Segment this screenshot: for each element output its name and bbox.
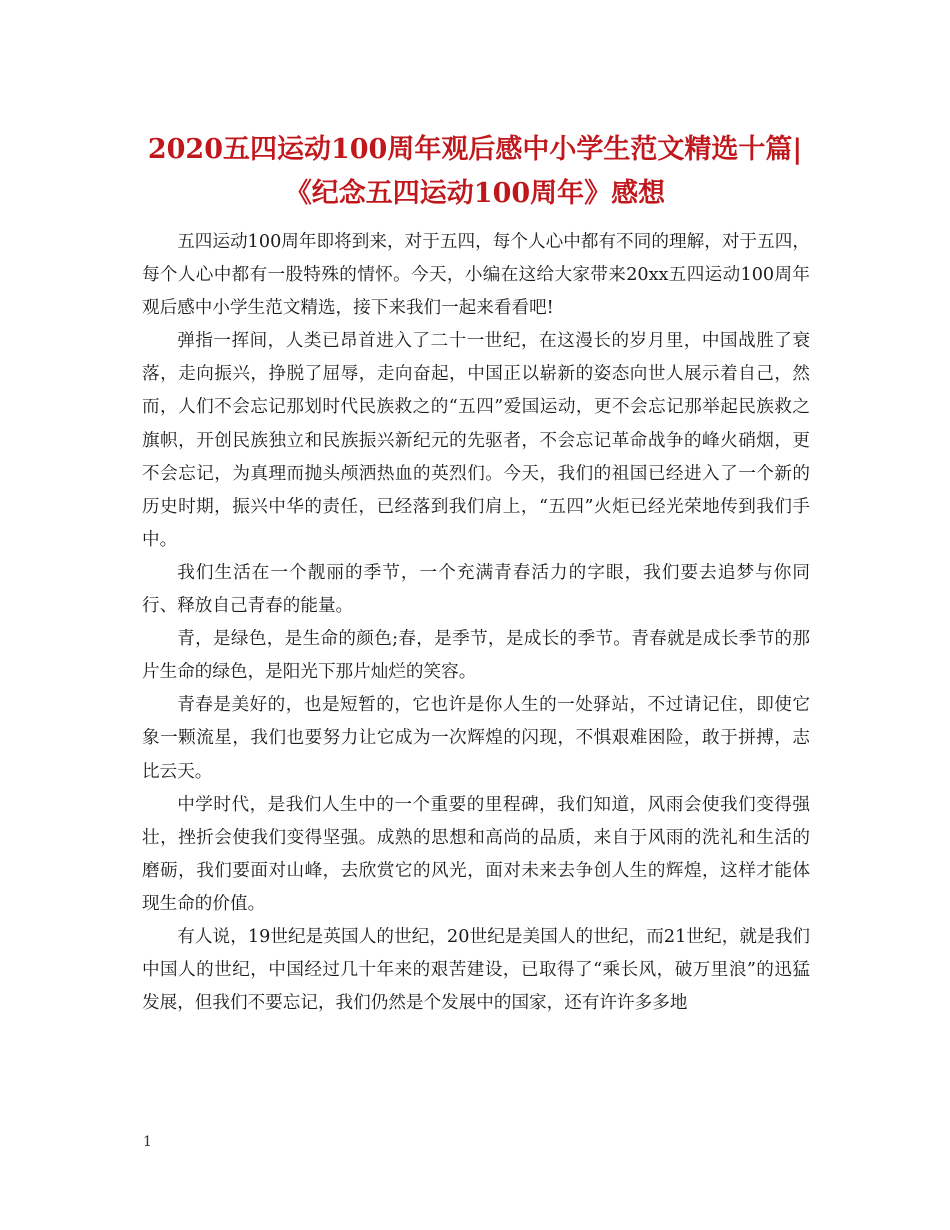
paragraph: 青，是绿色，是生命的颜色;春，是季节，是成长的季节。青春就是成长季节的那片生命的绿色，是阳光下那片灿烂的笑容。 (142, 629, 810, 683)
paragraph: 弹指一挥间，人类已昂首进入了二十一世纪，在这漫长的岁月里，中国战胜了衰落，走向振兴，挣脱了屈辱，走向奋起，中国正以崭新的姿态向世人展示着自己，然而，人们不会忘记那划时代民族救之的“五四”爱国运动，更不会忘记那举起民族救之旗帜，开创民族独立和民族振兴新纪元的先驱者，不会忘记革命战争的峰火硝烟，更不会忘记，为真理而抛头颅洒热血的英烈们。今天，我们的祖国已经进入了一个新的历史时期，振兴中华的责任，已经落到我们肩上，“五四”火炬已经光荣地传到我们手中。 (142, 331, 810, 550)
paragraph: 我们生活在一个靓丽的季节，一个充满青春活力的字眼，我们要去追梦与你同行、释放自己青春的能量。 (142, 562, 810, 617)
title-line-1: 2020五四运动100周年观后感中小学生范文精选十篇| (147, 134, 803, 165)
paragraph: 五四运动100周年即将到来，对于五四，每个人心中都有不同的理解，对于五四，每个人心中都有一股特殊的情怀。今天，小编在这给大家带来20xx五四运动100周年观后感中小学生范文精选，接下来我们一起来看看吧! (142, 232, 810, 319)
paragraph: 青春是美好的，也是短暂的，它也许是你人生的一处驿站，不过请记住，即使它象一颗流星，我们也要努力让它成为一次辉煌的闪现，不惧艰难困险，敢于拼搏，志比云天。 (142, 695, 810, 782)
paragraph: 中学时代，是我们人生中的一个重要的里程碑，我们知道，风雨会使我们变得强壮，挫折会使我们变得坚强。成熟的思想和高尚的品质，来自于风雨的洗礼和生活的磨砺，我们要面对山峰，去欣赏它的风光，面对未来去争创人生的辉煌，这样才能体现生命的价值。 (142, 794, 810, 914)
paragraph: 有人说，19世纪是英国人的世纪，20世纪是美国人的世纪，而21世纪，就是我们中国人的世纪，中国经过几十年来的艰苦建设，已取得了“乘长风，破万里浪”的迅猛发展，但我们不要忘记，我们仍然是个发展中的国家，还有许许多多地 (142, 926, 810, 1014)
page-number: 1 (143, 1134, 152, 1150)
title-line-2: 《纪念五四运动100周年》感想 (284, 178, 666, 209)
document-body (142, 226, 810, 1020)
document-title (120, 128, 830, 216)
